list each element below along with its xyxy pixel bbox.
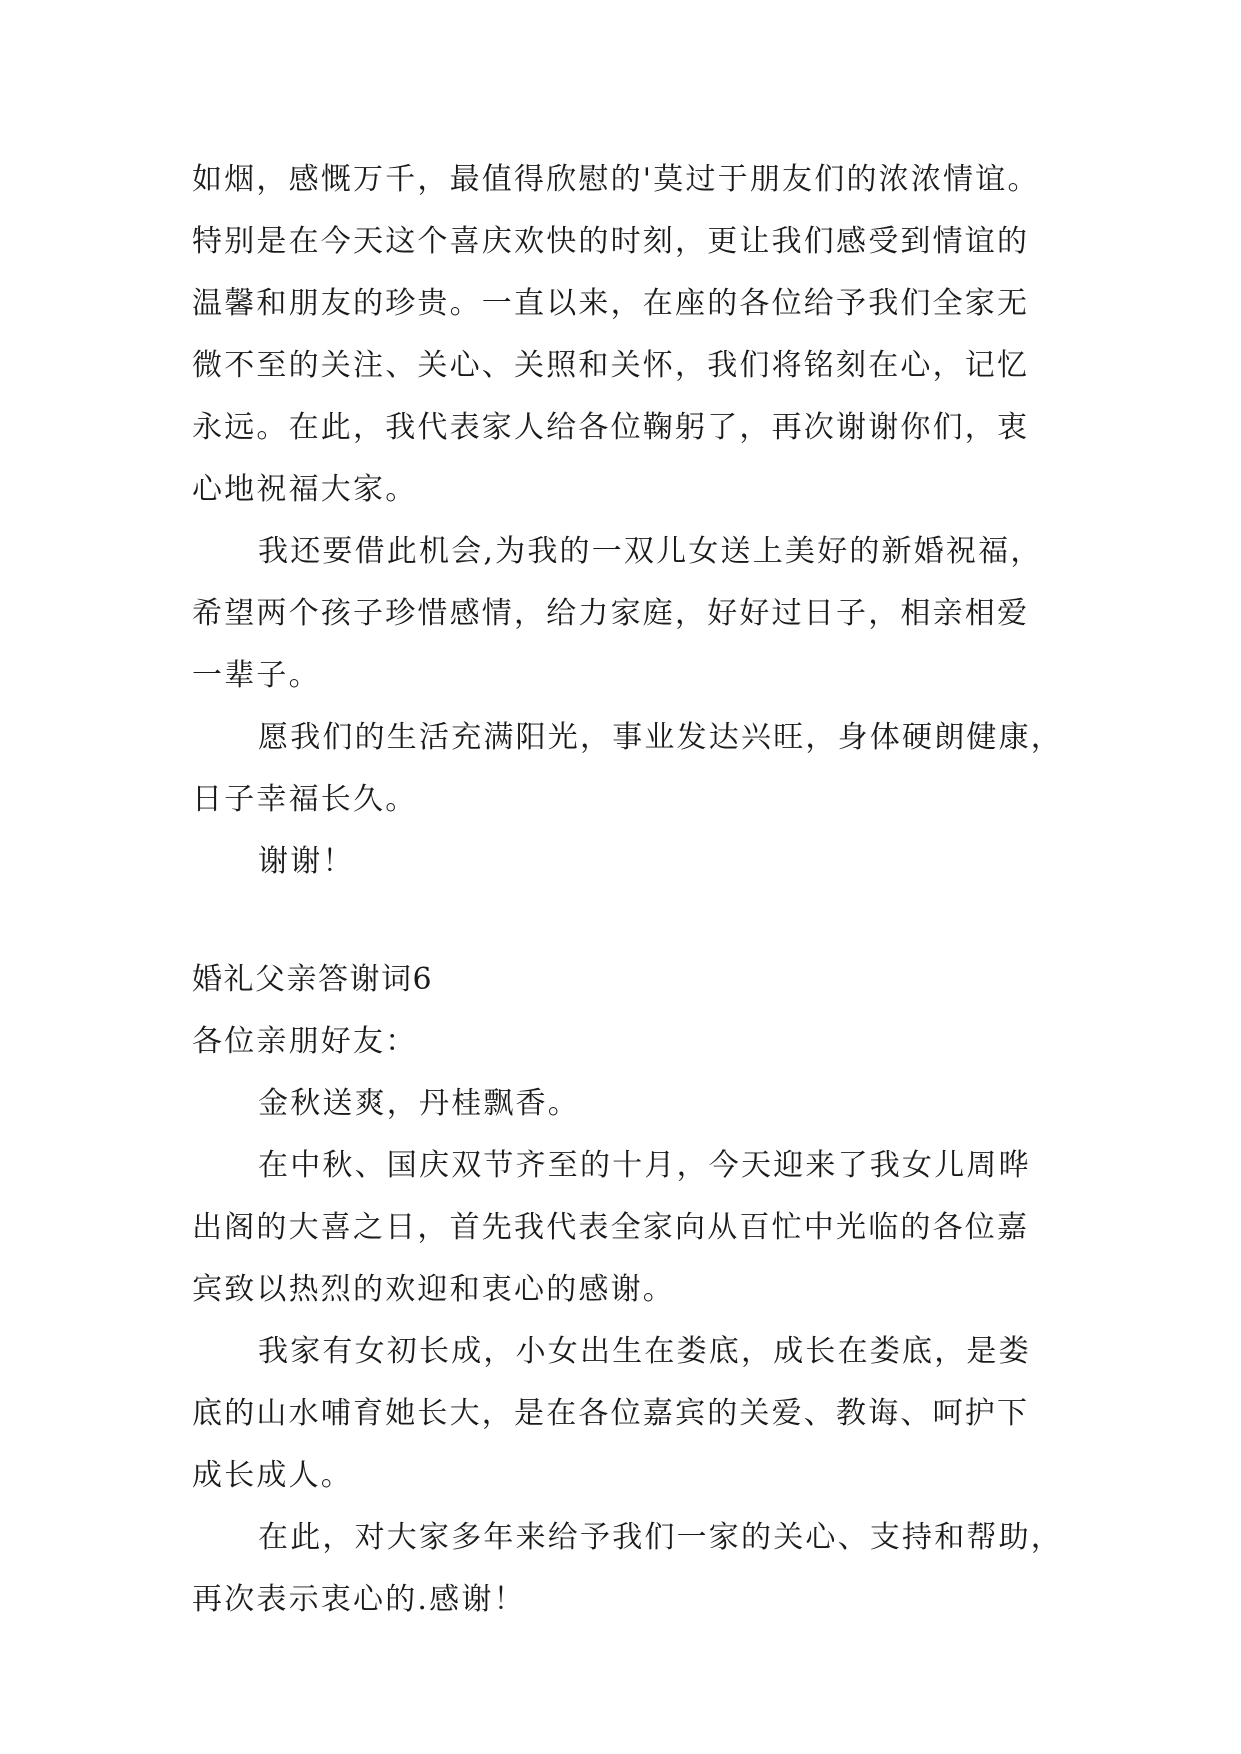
- salutation: 各位亲朋好友：: [192, 1024, 418, 1059]
- text-line: 出阁的大喜之日，首先我代表全家向从百忙中光临的各位嘉: [192, 1210, 1030, 1245]
- paragraph-start-line: 愿我们的生活充满阳光，事业发达兴旺，身体硬朗健康，: [258, 720, 1063, 755]
- text-line: 希望两个孩子珍惜感情，给力家庭，好好过日子，相亲相爱: [192, 596, 1030, 631]
- text-line: 温馨和朋友的珍贵。一直以来，在座的各位给予我们全家无: [192, 286, 1030, 321]
- text-line: 底的山水哺育她长大，是在各位嘉宾的关爱、教诲、呵护下: [192, 1396, 1030, 1431]
- paragraph-start-line: 我还要借此机会,为我的一双儿女送上美好的新婚祝福，: [258, 534, 1043, 569]
- text-line: 微不至的关注、关心、关照和关怀，我们将铭刻在心，记忆: [192, 348, 1030, 383]
- paragraph-start-line: 金秋送爽，丹桂飘香。: [258, 1086, 580, 1121]
- text-line: 永远。在此，我代表家人给各位鞠躬了，再次谢谢你们，衷: [192, 410, 1030, 445]
- text-line: 日子幸福长久。: [192, 782, 418, 817]
- text-line: 如烟，感慨万千，最值得欣慰的'莫过于朋友们的浓浓情谊。: [192, 162, 1040, 197]
- text-line: 宾致以热烈的欢迎和衷心的感谢。: [192, 1272, 675, 1307]
- paragraph-start-line: 在中秋、国庆双节齐至的十月，今天迎来了我女儿周晔: [258, 1148, 1031, 1183]
- text-line: 成长成人。: [192, 1458, 353, 1493]
- text-line: 特别是在今天这个喜庆欢快的时刻，更让我们感受到情谊的: [192, 224, 1030, 259]
- section-heading: 婚礼父亲答谢词6: [192, 962, 434, 997]
- text-line: 一辈子。: [192, 658, 321, 693]
- paragraph-start-line: 在此，对大家多年来给予我们一家的关心、支持和帮助，: [258, 1520, 1063, 1555]
- paragraph-start-line: 我家有女初长成，小女出生在娄底，成长在娄底，是娄: [258, 1334, 1031, 1369]
- text-line: 心地祝福大家。: [192, 472, 418, 507]
- text-line: 再次表示衷心的.感谢！: [192, 1582, 526, 1617]
- closing-thanks: 谢谢！: [258, 844, 355, 879]
